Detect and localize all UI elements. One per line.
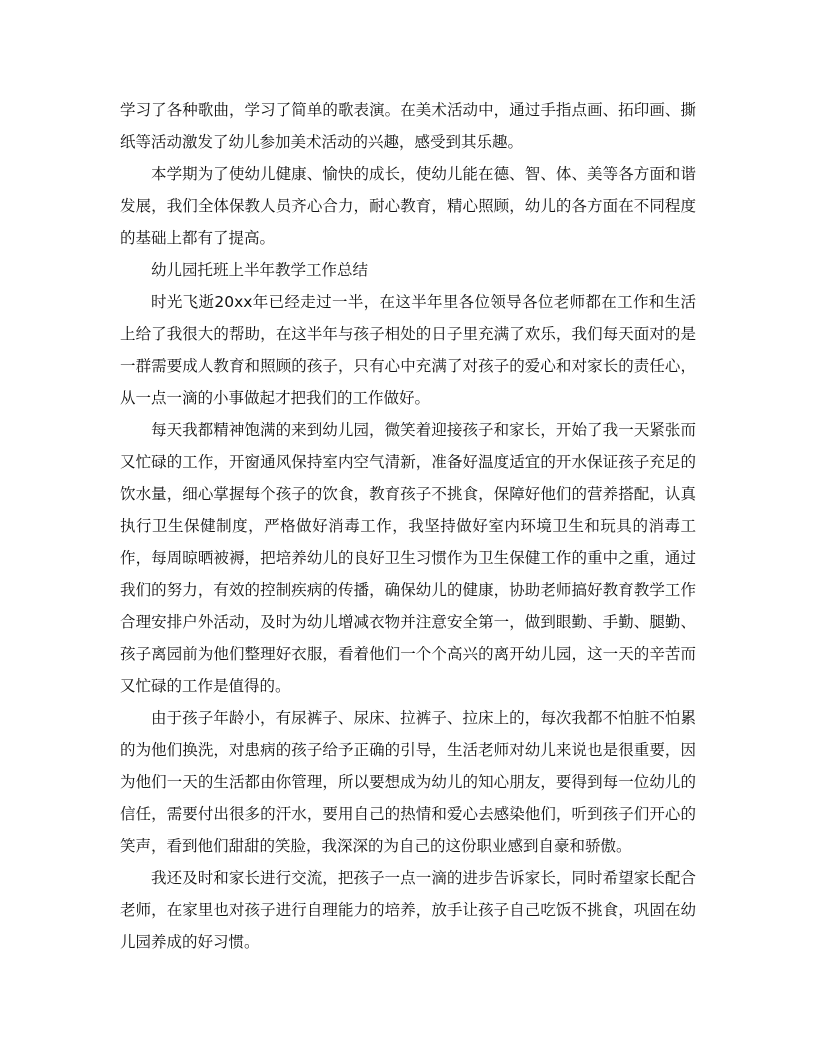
paragraph-2: 本学期为了使幼儿健康、愉快的成长，使幼儿能在德、智、体、美等各方面和谐发展，我们全体保教人员齐心合力，耐心教育，精心照顾，幼儿的各方面在不同程度的基础上都有了提高。 — [120, 165, 696, 247]
paragraph-3: 时光飞逝20xx年已经走过一半，在这半年里各位领导各位老师都在工作和生活上给了我很大的帮助，在这半年与孩子相处的日子里充满了欢乐，我们每天面对的是一群需要成人教育和照顾的孩子，只有心中充满了对孩子的爱心和对家长的责任心，从一点一滴的小事做起才把我们的工作做好。 — [120, 293, 696, 407]
paragraph-5: 由于孩子年龄小，有尿裤子、尿床、拉裤子、拉床上的，每次我都不怕脏不怕累的为他们换洗，对患病的孩子给予正确的引导，生活老师对幼儿来说也是很重要，因为他们一天的生活都由你管理，所以要想成为幼儿的知心朋友，要得到每一位幼儿的信任，需要付出很多的汗水，要用自己的热情和爱心去感染他们，听到孩子们开心的笑声，看到他们甜甜的笑脸，我深深的为自己的这份职业感到自豪和骄傲。 — [120, 709, 696, 855]
paragraph-6: 我还及时和家长进行交流，把孩子一点一滴的进步告诉家长，同时希望家长配合老师，在家里也对孩子进行自理能力的培养，放手让孩子自己吃饭不挑食，巩固在幼儿园养成的好习惯。 — [120, 869, 696, 951]
document-body — [120, 94, 696, 958]
paragraph-4: 每天我都精神饱满的来到幼儿园，微笑着迎接孩子和家长，开始了我一天紧张而又忙碌的工作，开窗通风保持室内空气清新，准备好温度适宜的开水保证孩子充足的饮水量，细心掌握每个孩子的饮食，教育孩子不挑食，保障好他们的营养搭配，认真执行卫生保健制度，严格做好消毒工作，我坚持做好室内环境卫生和玩具的消毒工作，每周晾晒被褥，把培养幼儿的良好卫生习惯作为卫生保健工作的重中之重，通过我们的努力，有效的控制疾病的传播，确保幼儿的健康，协助老师搞好教育教学工作合理安排户外活动，及时为幼儿增减衣物并注意安全第一，做到眼勤、手勤、腿勤、孩子离园前为他们整理好衣服，看着他们一个个高兴的离开幼儿园，这一天的辛苦而又忙碌的工作是值得的。 — [120, 421, 696, 695]
section-heading: 幼儿园托班上半年教学工作总结 — [151, 261, 369, 279]
paragraph-1: 学习了各种歌曲，学习了简单的歌表演。在美术活动中，通过手指点画、拓印画、撕纸等活动激发了幼儿参加美术活动的兴趣，感受到其乐趣。 — [120, 101, 696, 151]
